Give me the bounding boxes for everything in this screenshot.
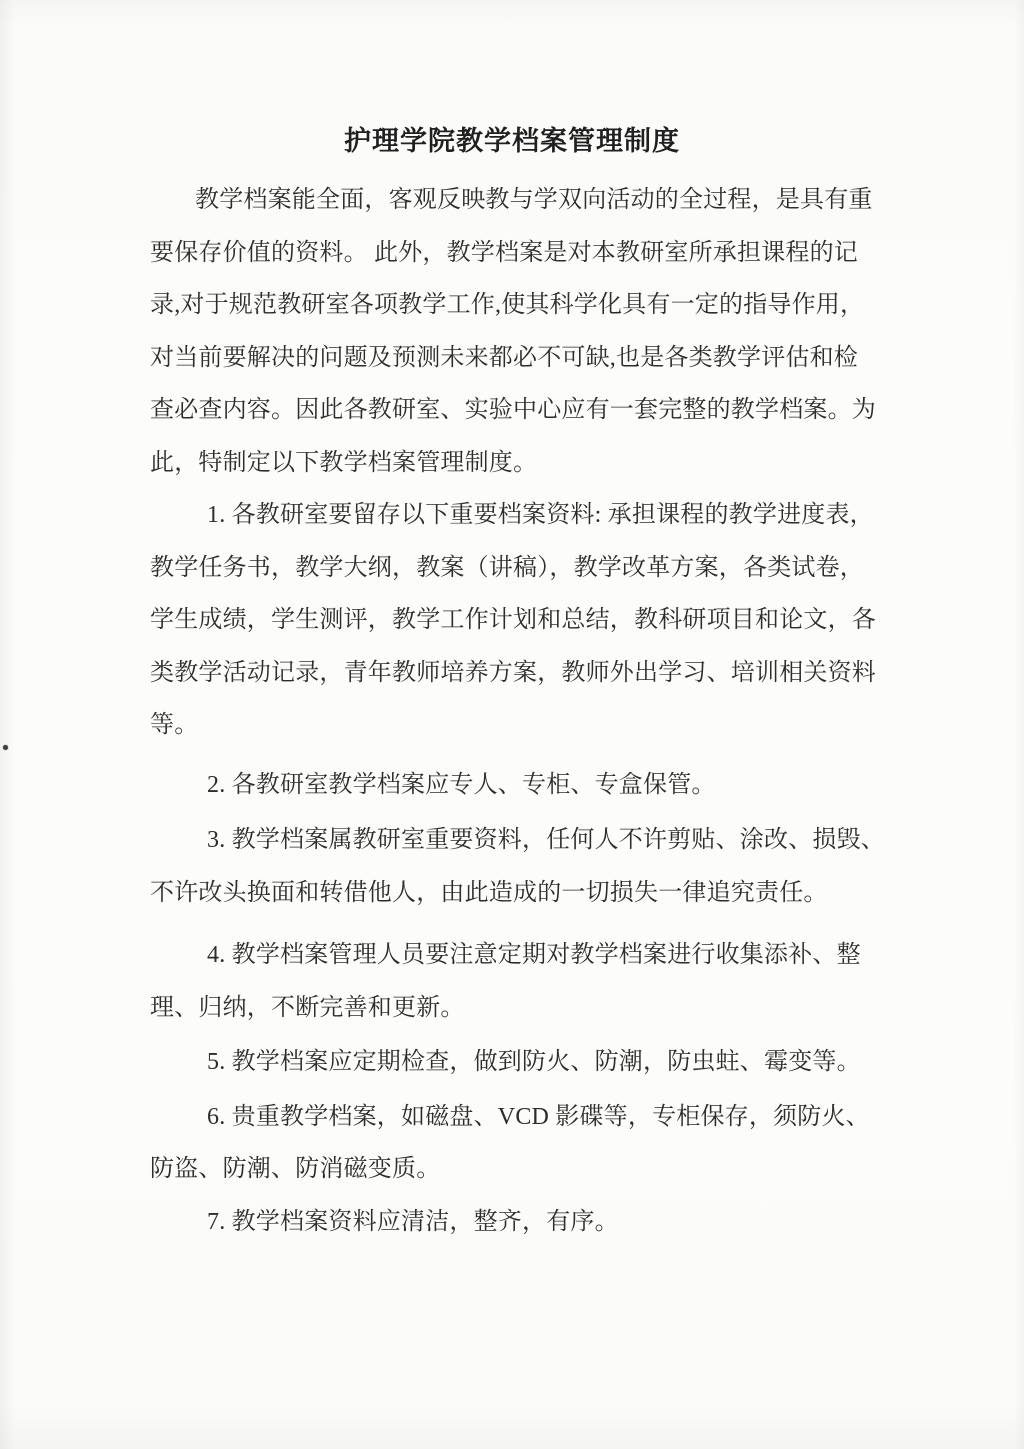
text-line: 教学档案能全面，客观反映教与学双向活动的全过程，是具有重 [195, 187, 873, 213]
text-line: 此，特制定以下教学档案管理制度。 [150, 449, 538, 476]
text-line: 等。 [150, 712, 199, 738]
text-line: 4. 教学档案管理人员要注意定期对教学档案进行收集添补、整 [207, 942, 861, 968]
text-line: 防盗、防潮、防消磁变质。 [150, 1156, 441, 1182]
text-line: 类教学活动记录，青年教师培养方案，教师外出学习、培训相关资料 [150, 659, 876, 686]
text-line: 对当前要解决的问题及预测未来都必不可缺,也是各类教学评估和检 [150, 344, 858, 371]
text-line: 6. 贵重教学档案，如磁盘、VCD 影碟等，专柜保存，须防火、 [207, 1103, 870, 1130]
text-line: 要保存价值的资料。 此外，教学档案是对本教研室所承担课程的记 [150, 239, 858, 266]
document-title: 护理学院教学档案管理制度 [344, 126, 680, 156]
text-line: 教学任务书，教学大纲，教案（讲稿），教学改革方案，各类试卷， [150, 554, 864, 581]
text-line: 理、归纳，不断完善和更新。 [150, 994, 465, 1021]
text-line: 1. 各教研室要留存以下重要档案资料: 承担课程的教学进度表， [207, 502, 874, 528]
document-body [150, 174, 890, 1248]
text-line: 不许改头换面和转借他人，由此造成的一切损失一律追究责任。 [150, 879, 828, 906]
text-line: 5. 教学档案应定期检查，做到防火、防潮，防虫蛀、霉变等。 [207, 1049, 861, 1075]
text-line: 查必查内容。因此各教研室、实验中心应有一套完整的教学档案。为 [150, 397, 876, 423]
text-line: 2. 各教研室教学档案应专人、专柜、专盒保管。 [207, 771, 716, 798]
text-line: 录,对于规范教研室各项教学工作,使其科学化具有一定的指导作用， [150, 292, 865, 318]
scan-speck [3, 745, 8, 750]
text-line: 3. 教学档案属教研室重要资料，任何人不许剪贴、涂改、损毁、 [207, 827, 885, 853]
text-line: 7. 教学档案资料应清洁，整齐，有序。 [207, 1208, 619, 1235]
text-line: 学生成绩，学生测评，教学工作计划和总结，教科研项目和论文，各 [150, 607, 876, 633]
